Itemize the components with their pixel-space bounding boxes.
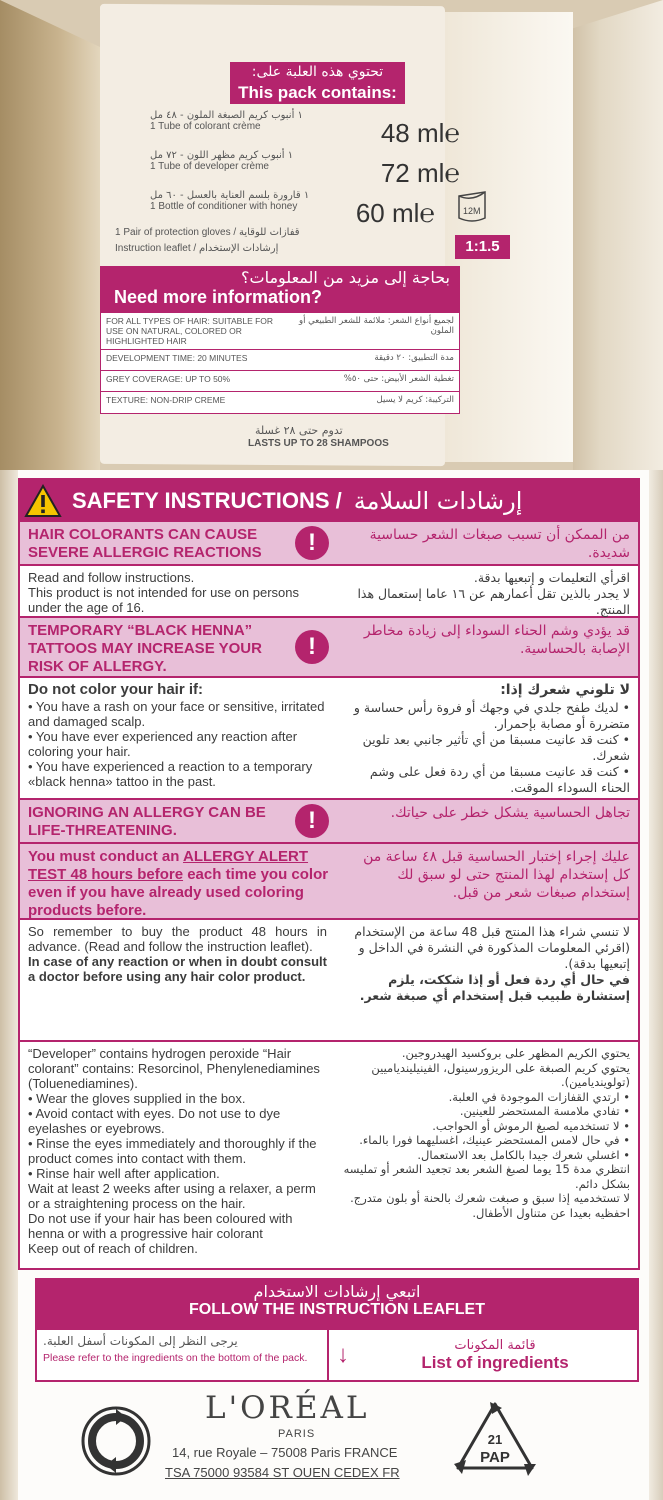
warning-text-en: IGNORING AN ALLERGY CAN BE LIFE-THREATENING. <box>28 804 266 839</box>
warning-row <box>20 618 638 678</box>
info-row-en: DEVELOPMENT TIME: 20 MINUTES <box>106 353 248 363</box>
do-not-color-ar <box>335 678 638 798</box>
read-follow-en: Read and follow instructions. <box>28 570 195 585</box>
developer-line-ar: احفظيه بعيدا عن متناول الأطفال. <box>472 1205 630 1220</box>
remember-text-en: So remember to buy the product 48 hours in advance. (Read and follow the instruction leaflet). <box>28 924 327 954</box>
exclamation-icon: ! <box>295 804 329 838</box>
allergy-test-en <box>20 844 350 918</box>
pao-label: 12M <box>463 206 481 216</box>
green-dot-recycle-icon <box>80 1405 152 1477</box>
allergy-test-text-2: each time you color even if you have already used coloring products before. <box>28 866 329 919</box>
developer-line-ar: يحتوي الكريم المظهر على بروكسيد الهيدروجين. <box>401 1046 630 1060</box>
remember-en <box>20 920 335 1040</box>
need-info-ar: بحاجة إلى مزيد من المعلومات؟ <box>241 268 450 287</box>
pack-item-qty: 60 ml℮ <box>355 198 435 228</box>
developer-line: • Rinse hair well after application. <box>28 1166 220 1181</box>
info-row-ar: مدة التطبيق: ٢٠ دقيقة <box>374 353 454 363</box>
developer-line: • Rinse the eyes immediately and thoroughly if the product comes into contact with them. <box>28 1136 317 1166</box>
carton-right-edge <box>649 470 663 1500</box>
allergy-test-ar: عليك إجراء إختبار الحساسية قبل ٤٨ ساعة من كل إستخدام لهذا المنتج حتى لو سبق لك إستخدام صبغات شعر من قبل. <box>363 849 630 901</box>
bullet-item-ar: • لديك طفح جلدي في وجهك أو فروة رأس حساسة و متضررة أو مصابة بإحمرار. <box>353 700 630 731</box>
instructions-row <box>20 566 638 618</box>
warning-mark <box>280 800 344 842</box>
carton-left-flap <box>0 0 100 470</box>
follow-leaflet-box <box>35 1278 639 1382</box>
instructions-ar <box>335 566 638 616</box>
bullet-item: • You have a rash on your face or sensitive, irritated and damaged scalp. <box>28 699 325 729</box>
arrow-down-icon: ↓ <box>337 1341 349 1368</box>
instructions-en <box>20 566 335 616</box>
lasts-ar: تدوم حتى ٢٨ غسلة <box>255 424 343 437</box>
developer-line: Keep out of reach of children. <box>28 1241 198 1256</box>
need-info-banner <box>100 266 460 312</box>
developer-en <box>20 1042 335 1268</box>
age-limit-ar: لا يجدر بالذين تقل أعمارهم عن ١٦ عاما إستعمال هذا المنتج. <box>357 586 630 617</box>
gloves-row <box>115 227 455 238</box>
follow-leaflet-banner <box>35 1278 639 1330</box>
remember-ar <box>335 920 638 1040</box>
pack-item-ar: ١ أنبوب كريم مظهر اللون - ٧٢ مل <box>150 150 294 161</box>
warning-triangle-icon <box>24 484 62 518</box>
pack-item-ar: ١ قارورة بلسم العناية بالعسل - ٦٠ مل <box>150 190 310 201</box>
pap-recycling-icon <box>450 1398 540 1480</box>
info-row-ar: التركيبة: كريم لا يسيل <box>376 395 454 405</box>
info-row <box>101 350 459 371</box>
info-row <box>101 392 459 413</box>
gloves-ar: قفازات للوقاية <box>238 227 300 238</box>
developer-line: • Avoid contact with eyes. Do not use to dye eyelashes or eyebrows. <box>28 1106 281 1136</box>
remember-text-ar: لا تنسي شراء هذا المنتج قبل 48 ساعة من الإستخدام (اقرئي المعلومات المذكورة في النشرة في الداخل و إتبعيها بدقة). <box>354 924 630 971</box>
warning-row <box>20 800 638 844</box>
warning-row <box>20 522 638 566</box>
exclamation-icon: ! <box>295 630 329 664</box>
bullet-item: • You have experienced a reaction to a temporary «black henna» tattoo in the past. <box>28 759 313 789</box>
carton-right-flap <box>573 0 663 470</box>
developer-line: • Wear the gloves supplied in the box. <box>28 1091 246 1106</box>
safety-title-ar: إرشادات السلامة <box>353 487 523 515</box>
mix-ratio-badge: 1:1.5 <box>455 235 510 259</box>
info-row-en: TEXTURE: NON-DRIP CREME <box>106 395 226 405</box>
developer-line: Wait at least 2 weeks after using a relaxer, a perm or a straightening process on the hair. <box>28 1181 316 1211</box>
info-row-ar: تغطية الشعر الأبيض: حتى ٥٠% <box>343 374 454 384</box>
developer-line: Do not use if your hair has been coloured with henna or with a progressive hair colorant <box>28 1211 293 1241</box>
developer-row <box>20 1042 638 1268</box>
follow-leaflet-en: FOLLOW THE INSTRUCTION LEAFLET <box>189 1301 485 1318</box>
brand-address-2: TSA 75000 93584 ST OUEN CEDEX FR <box>165 1465 400 1480</box>
leaflet-en: Instruction leaflet / <box>115 243 197 254</box>
info-row-ar: لجميع أنواع الشعر: ملائمة للشعر الطبيعي أو الملون <box>299 316 454 336</box>
refer-ingredients-ar: يرجى النظر إلى المكونات أسفل العلبة. <box>43 1334 238 1348</box>
pack-item <box>150 150 475 188</box>
warning-text-ar: تجاهل الحساسية يشكل خطر على حياتك. <box>390 805 630 821</box>
pack-item-en: 1 Tube of developer crème <box>150 161 269 172</box>
gloves-en: 1 Pair of protection gloves / <box>115 227 237 238</box>
pap-label: PAP <box>480 1449 510 1466</box>
leaflet-row <box>115 243 455 254</box>
consult-doctor-ar: في حال أي ردة فعل أو إذا شككت، يلزم إستشارة طبيب قبل إستخدام أي صبغة شعر. <box>359 972 630 1003</box>
warning-mark <box>280 522 344 564</box>
bullet-item-ar: • كنت قد عانيت مسبقا من أي تأثير جانبي بعد تلوين شعرك. <box>362 732 630 763</box>
developer-line-ar: • اغسلي شعرك جيدا بالكامل بعد الاستعمال. <box>417 1147 630 1162</box>
pack-contains-heading: This pack contains: <box>230 82 405 104</box>
pap-number: 21 <box>487 1432 503 1447</box>
developer-line-ar: انتظري مدة 15 يوما لصبغ الشعر بعد تجعيد الشعر أو تمليسه بشكل دائم. <box>343 1162 630 1191</box>
allergy-test-text: You must conduct an <box>28 848 184 865</box>
info-row-en: FOR ALL TYPES OF HAIR: SUITABLE FOR USE ON NATURAL, COLORED OR HIGHLIGHTED HAIR <box>106 316 274 346</box>
lasts-en: LASTS UP TO 28 SHAMPOOS <box>248 438 389 449</box>
info-table <box>100 312 460 414</box>
pack-item-en: 1 Bottle of conditioner with honey <box>150 201 298 212</box>
warning-text-en: HAIR COLORANTS CAN CAUSE SEVERE ALLERGIC REACTIONS <box>28 526 262 561</box>
pack-item-en: 1 Tube of colorant crème <box>150 121 261 132</box>
carton-left-edge <box>0 470 18 1500</box>
safety-title: SAFETY INSTRUCTIONS / <box>72 488 342 513</box>
do-not-color-heading-ar: لا تلوني شعرك إذا: <box>500 682 630 698</box>
pack-item-qty: 72 ml℮ <box>380 158 460 188</box>
ingredients-reference <box>35 1330 639 1382</box>
developer-line-ar: • لا تستخدميه لصبغ الرموش أو الحواجب. <box>432 1118 630 1133</box>
pack-contains-heading-ar: تحتوي هذه العلبة على: <box>230 62 405 82</box>
remember-row <box>20 920 638 1042</box>
pao-jar-icon <box>455 188 489 228</box>
developer-line-ar: لا تستخدميه إذا سبق و صبغت شعرك بالحنة أو بلون متدرج. <box>350 1191 630 1205</box>
developer-line-ar: يحتوي كريم الصبغة على الريزورسينول، الفينيليندياميين (تولوينديامين). <box>371 1060 630 1089</box>
read-follow-ar: اقرأي التعليمات و إتبعيها بدقة. <box>473 570 630 585</box>
warning-mark <box>280 618 344 676</box>
brand-city: PARIS <box>278 1428 316 1440</box>
bullet-item: • You have ever experienced any reaction after coloring your hair. <box>28 729 298 759</box>
list-ingredients-ar: قائمة المكونات <box>454 1337 536 1353</box>
brand-address-1: 14, rue Royale – 75008 Paris FRANCE <box>172 1445 398 1460</box>
exclamation-icon: ! <box>295 526 329 560</box>
bullet-item-ar: • كنت قد عانيت مسبقا من أي ردة فعل على وشم الحناء السوداء الموقت. <box>369 764 630 795</box>
pack-item-qty: 48 ml℮ <box>380 118 460 148</box>
list-ingredients-en: List of ingredients <box>421 1352 569 1372</box>
do-not-color-heading: Do not color your hair if: <box>28 681 203 698</box>
developer-line: “Developer” contains hydrogen peroxide “Hair colorant” contains: Resorcinol, Phenylenediamines (Toluenediamines). <box>28 1046 320 1091</box>
follow-leaflet-ar: اتبعي إرشادات الاستخدام <box>253 1282 421 1301</box>
consult-doctor-en: In case of any reaction or when in doubt consult a doctor before using any hair color product. <box>28 954 327 984</box>
developer-ar <box>335 1042 638 1268</box>
leaflet-ar: إرشادات الإستخدام <box>198 243 279 254</box>
allergy-test-emphasis: ALLERGY ALERT TEST 48 hours before <box>28 848 309 883</box>
developer-line-ar: • ارتدي القفازات الموجودة في العلبة. <box>448 1089 630 1104</box>
warning-text-ar: من الممكن أن تسبب صبغات الشعر حساسية شديدة. <box>369 527 630 561</box>
refer-ingredients-en: Please refer to the ingredients on the bottom of the pack. <box>43 1352 308 1364</box>
need-info-en: Need more information? <box>114 287 323 307</box>
safety-instructions-panel <box>18 478 640 1270</box>
pack-item-ar: ١ أنبوب كريم الصبغة الملون - ٤٨ مل <box>150 110 303 121</box>
warning-text-ar: قد يؤدي وشم الحناء السوداء إلى زيادة مخاطر الإصابة بالحساسية. <box>363 623 630 657</box>
refer-ingredients <box>37 1330 327 1380</box>
developer-line-ar: • في حال لامس المستحضر عينيك، اغسليهما فورا بالماء. <box>359 1133 630 1147</box>
list-ingredients-text <box>361 1338 629 1373</box>
info-row <box>101 371 459 392</box>
safety-header <box>20 480 638 522</box>
allergy-test-row <box>20 844 638 920</box>
info-row-en: GREY COVERAGE: UP TO 50% <box>106 374 231 384</box>
do-not-color-en <box>20 678 335 798</box>
pack-item <box>150 110 475 148</box>
developer-line-ar: • تفادي ملامسة المستحضر للعينين. <box>459 1104 630 1118</box>
warning-text-en: TEMPORARY “BLACK HENNA” TATTOOS MAY INCREASE YOUR RISK OF ALLERGY. <box>28 622 262 675</box>
info-row <box>101 313 459 350</box>
brand-logo: L'ORÉAL <box>205 1390 370 1426</box>
list-ingredients <box>327 1330 637 1380</box>
do-not-color-row <box>20 678 638 800</box>
age-limit-en: This product is not intended for use on persons under the age of 16. <box>28 585 299 615</box>
